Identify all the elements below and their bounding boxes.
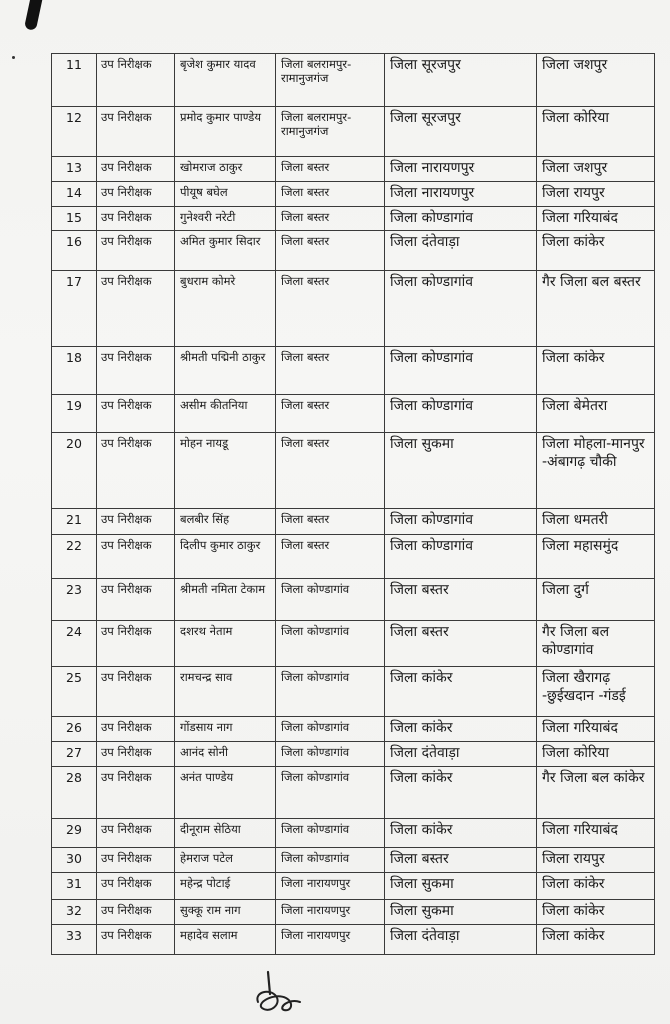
table-row <box>52 717 655 742</box>
table-row <box>52 54 655 107</box>
table-row <box>52 107 655 157</box>
cell-from: जिला कोण्डागांव <box>276 848 385 873</box>
cell-dest: जिला गरियाबंद <box>537 819 655 848</box>
cell-name: बृजेश कुमार यादव <box>175 54 276 107</box>
cell-name: श्रीमती नमिता टेकाम <box>175 579 276 621</box>
cell-dest: जिला जशपुर <box>537 157 655 182</box>
cell-from: जिला बस्तर <box>276 206 385 231</box>
cell-dest: जिला कांकेर <box>537 873 655 900</box>
cell-to: जिला कोण्डागांव <box>385 395 537 433</box>
cell-no: 20 <box>52 433 97 509</box>
table-row <box>52 900 655 925</box>
cell-dest: जिला कांकेर <box>537 900 655 925</box>
table-row <box>52 347 655 395</box>
cell-no: 28 <box>52 767 97 819</box>
cell-post: उप निरीक्षक <box>97 819 175 848</box>
cell-post: उप निरीक्षक <box>97 231 175 271</box>
transfer-table <box>51 53 655 955</box>
cell-from: जिला कोण्डागांव <box>276 819 385 848</box>
cell-dest: जिला कांकेर <box>537 924 655 954</box>
cell-from: जिला नारायणपुर <box>276 924 385 954</box>
cell-name: सुक्कू राम नाग <box>175 900 276 925</box>
cell-dest: जिला गरियाबंद <box>537 206 655 231</box>
cell-no: 32 <box>52 900 97 925</box>
cell-no: 15 <box>52 206 97 231</box>
cell-to: जिला कोण्डागांव <box>385 535 537 579</box>
cell-no: 22 <box>52 535 97 579</box>
table-row <box>52 271 655 347</box>
cell-name: मोहन नायडू <box>175 433 276 509</box>
cell-from: जिला कोण्डागांव <box>276 717 385 742</box>
corner-ink-mark <box>24 0 44 31</box>
cell-from: जिला कोण्डागांव <box>276 667 385 717</box>
table-row <box>52 621 655 667</box>
table-row <box>52 157 655 182</box>
cell-no: 30 <box>52 848 97 873</box>
cell-to: जिला बस्तर <box>385 848 537 873</box>
table-row <box>52 767 655 819</box>
cell-from: जिला बस्तर <box>276 395 385 433</box>
cell-post: उप निरीक्षक <box>97 347 175 395</box>
cell-post: उप निरीक्षक <box>97 182 175 207</box>
cell-from: जिला बस्तर <box>276 535 385 579</box>
cell-name: गोंडसाय नाग <box>175 717 276 742</box>
cell-to: जिला कांकेर <box>385 717 537 742</box>
cell-from: जिला बस्तर <box>276 433 385 509</box>
cell-to: जिला कोण्डागांव <box>385 206 537 231</box>
cell-dest: गैर जिला बल बस्तर <box>537 271 655 347</box>
cell-name: रामचन्द्र साव <box>175 667 276 717</box>
cell-no: 19 <box>52 395 97 433</box>
table-row <box>52 873 655 900</box>
cell-name: अनंत पाण्डेय <box>175 767 276 819</box>
cell-from: जिला बस्तर <box>276 347 385 395</box>
table-row <box>52 395 655 433</box>
margin-dot <box>12 56 15 59</box>
cell-to: जिला बस्तर <box>385 621 537 667</box>
table-row <box>52 848 655 873</box>
cell-name: प्रमोद कुमार पाण्डेय <box>175 107 276 157</box>
cell-dest: जिला बेमेतरा <box>537 395 655 433</box>
cell-no: 31 <box>52 873 97 900</box>
cell-no: 13 <box>52 157 97 182</box>
cell-name: बलबीर सिंह <box>175 509 276 535</box>
cell-no: 26 <box>52 717 97 742</box>
cell-dest: गैर जिला बल कांकेर <box>537 767 655 819</box>
cell-to: जिला सुकमा <box>385 873 537 900</box>
table-row <box>52 535 655 579</box>
cell-post: उप निरीक्षक <box>97 509 175 535</box>
cell-name: महेन्द्र पोटाई <box>175 873 276 900</box>
cell-from: जिला कोण्डागांव <box>276 742 385 767</box>
cell-from: जिला बस्तर <box>276 231 385 271</box>
cell-from: जिला कोण्डागांव <box>276 767 385 819</box>
cell-name: महादेव सलाम <box>175 924 276 954</box>
cell-from: जिला बलरामपुर-रामानुजगंज <box>276 107 385 157</box>
cell-no: 21 <box>52 509 97 535</box>
cell-dest: जिला रायपुर <box>537 848 655 873</box>
cell-dest: जिला कांकेर <box>537 231 655 271</box>
cell-post: उप निरीक्षक <box>97 900 175 925</box>
cell-no: 33 <box>52 924 97 954</box>
cell-from: जिला बस्तर <box>276 157 385 182</box>
cell-to: जिला सुकमा <box>385 900 537 925</box>
cell-dest: जिला कोरिया <box>537 107 655 157</box>
cell-post: उप निरीक्षक <box>97 395 175 433</box>
cell-dest: जिला कोरिया <box>537 742 655 767</box>
cell-post: उप निरीक्षक <box>97 433 175 509</box>
cell-no: 16 <box>52 231 97 271</box>
cell-no: 27 <box>52 742 97 767</box>
cell-dest: जिला मोहला-मानपुर -अंबागढ़ चौकी <box>537 433 655 509</box>
cell-post: उप निरीक्षक <box>97 579 175 621</box>
cell-name: दशरथ नेताम <box>175 621 276 667</box>
cell-name: बुधराम कोमरे <box>175 271 276 347</box>
cell-name: श्रीमती पद्मिनी ठाकुर <box>175 347 276 395</box>
cell-post: उप निरीक्षक <box>97 667 175 717</box>
cell-from: जिला कोण्डागांव <box>276 579 385 621</box>
table-row <box>52 742 655 767</box>
cell-post: उप निरीक्षक <box>97 157 175 182</box>
cell-no: 14 <box>52 182 97 207</box>
cell-dest: गैर जिला बल कोण्डागांव <box>537 621 655 667</box>
cell-name: आनंद सोनी <box>175 742 276 767</box>
cell-from: जिला नारायणपुर <box>276 873 385 900</box>
table-row <box>52 667 655 717</box>
cell-no: 18 <box>52 347 97 395</box>
cell-from: जिला बलरामपुर-रामानुजगंज <box>276 54 385 107</box>
cell-dest: जिला महासमुंद <box>537 535 655 579</box>
cell-post: उप निरीक्षक <box>97 873 175 900</box>
cell-to: जिला बस्तर <box>385 579 537 621</box>
table-row <box>52 231 655 271</box>
cell-no: 24 <box>52 621 97 667</box>
cell-no: 23 <box>52 579 97 621</box>
cell-from: जिला नारायणपुर <box>276 900 385 925</box>
cell-no: 25 <box>52 667 97 717</box>
cell-to: जिला कोण्डागांव <box>385 509 537 535</box>
cell-post: उप निरीक्षक <box>97 54 175 107</box>
cell-name: अमित कुमार सिदार <box>175 231 276 271</box>
cell-from: जिला बस्तर <box>276 271 385 347</box>
cell-post: उप निरीक्षक <box>97 535 175 579</box>
cell-dest: जिला जशपुर <box>537 54 655 107</box>
cell-name: पीयूष बघेल <box>175 182 276 207</box>
cell-to: जिला दंतेवाड़ा <box>385 924 537 954</box>
cell-from: जिला बस्तर <box>276 509 385 535</box>
cell-dest: जिला खैरागढ़ -छुईखदान -गंडई <box>537 667 655 717</box>
table-row <box>52 433 655 509</box>
cell-to: जिला नारायणपुर <box>385 157 537 182</box>
cell-name: दिलीप कुमार ठाकुर <box>175 535 276 579</box>
cell-to: जिला कोण्डागांव <box>385 271 537 347</box>
cell-no: 17 <box>52 271 97 347</box>
table-row <box>52 579 655 621</box>
cell-from: जिला बस्तर <box>276 182 385 207</box>
cell-name: हेमराज पटेल <box>175 848 276 873</box>
cell-no: 12 <box>52 107 97 157</box>
cell-name: खोमराज ठाकुर <box>175 157 276 182</box>
signature <box>248 968 308 1018</box>
table-row <box>52 206 655 231</box>
cell-post: उप निरीक्षक <box>97 848 175 873</box>
cell-to: जिला कांकेर <box>385 819 537 848</box>
cell-post: उप निरीक्षक <box>97 271 175 347</box>
cell-post: उप निरीक्षक <box>97 924 175 954</box>
cell-post: उप निरीक्षक <box>97 767 175 819</box>
transfer-table-body <box>52 54 655 955</box>
cell-no: 29 <box>52 819 97 848</box>
cell-dest: जिला रायपुर <box>537 182 655 207</box>
cell-from: जिला कोण्डागांव <box>276 621 385 667</box>
cell-to: जिला कोण्डागांव <box>385 347 537 395</box>
cell-no: 11 <box>52 54 97 107</box>
cell-dest: जिला कांकेर <box>537 347 655 395</box>
cell-to: जिला सूरजपुर <box>385 54 537 107</box>
table-row <box>52 819 655 848</box>
cell-post: उप निरीक्षक <box>97 206 175 231</box>
cell-to: जिला कांकेर <box>385 667 537 717</box>
cell-post: उप निरीक्षक <box>97 107 175 157</box>
cell-to: जिला कांकेर <box>385 767 537 819</box>
cell-name: गुनेश्वरी नरेटी <box>175 206 276 231</box>
cell-post: उप निरीक्षक <box>97 742 175 767</box>
cell-dest: जिला दुर्ग <box>537 579 655 621</box>
cell-to: जिला नारायणपुर <box>385 182 537 207</box>
cell-name: असीम कीतनिया <box>175 395 276 433</box>
cell-name: दीनूराम सेठिया <box>175 819 276 848</box>
cell-dest: जिला धमतरी <box>537 509 655 535</box>
cell-dest: जिला गरियाबंद <box>537 717 655 742</box>
table-row <box>52 182 655 207</box>
cell-post: उप निरीक्षक <box>97 717 175 742</box>
cell-to: जिला दंतेवाड़ा <box>385 742 537 767</box>
cell-post: उप निरीक्षक <box>97 621 175 667</box>
table-row <box>52 509 655 535</box>
cell-to: जिला सुकमा <box>385 433 537 509</box>
table-row <box>52 924 655 954</box>
cell-to: जिला सूरजपुर <box>385 107 537 157</box>
cell-to: जिला दंतेवाड़ा <box>385 231 537 271</box>
